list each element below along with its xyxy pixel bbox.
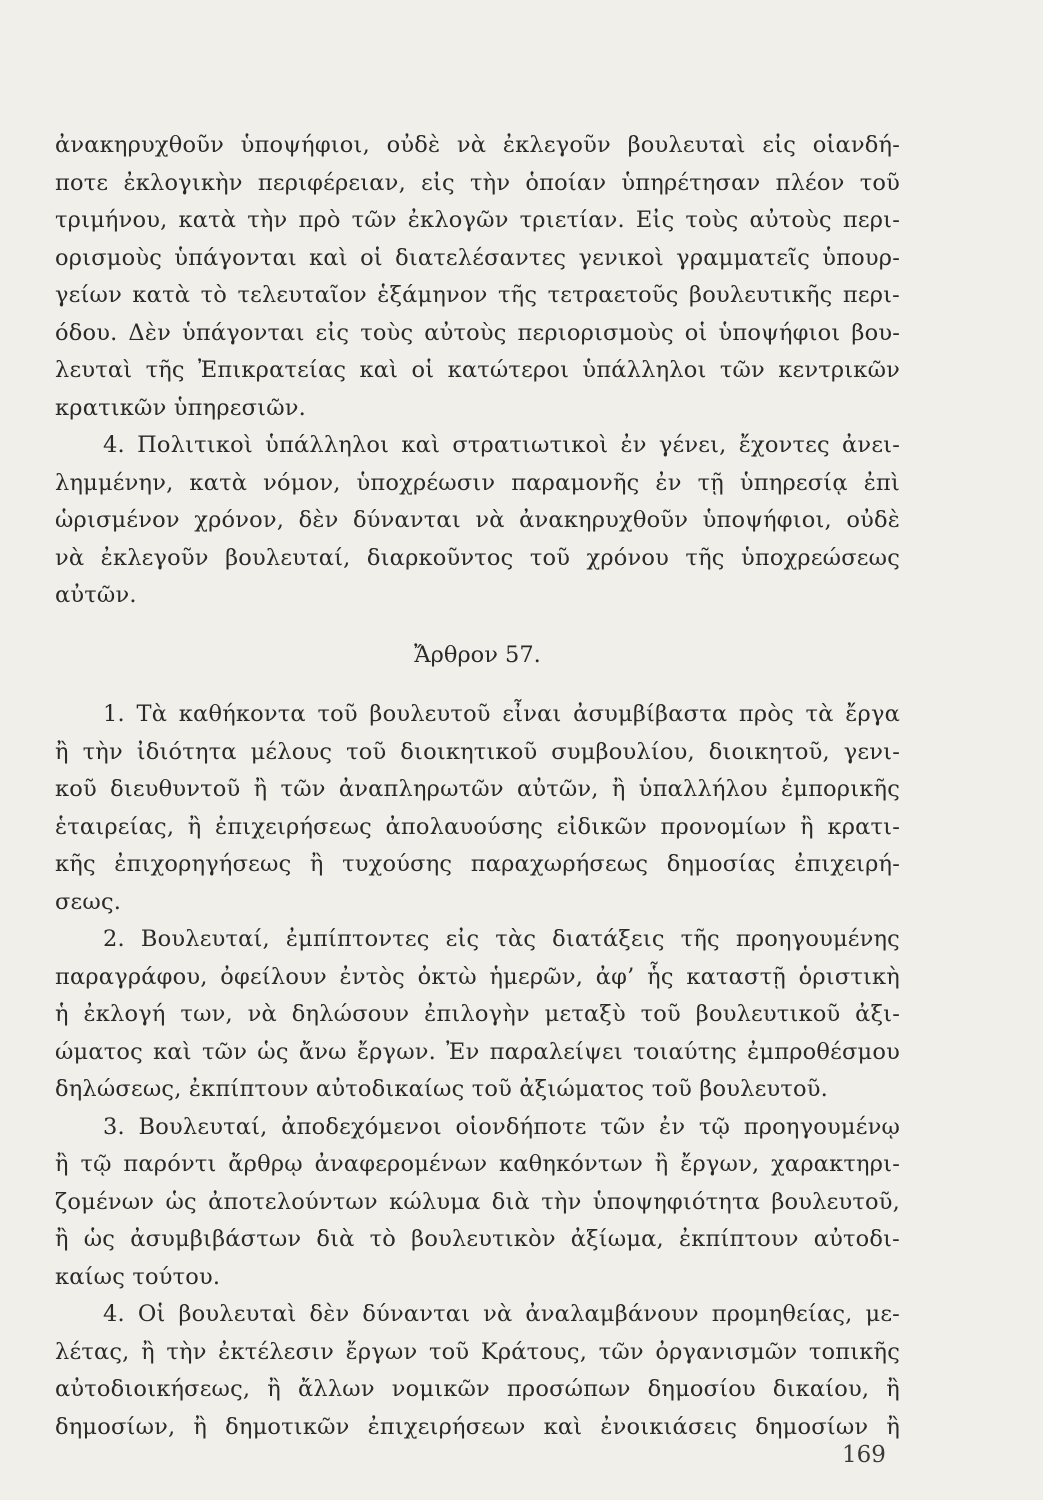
paragraph-4-previous-article <box>55 427 900 615</box>
text-line: λευταὶ τῆς Ἐπικρατείας καὶ οἱ κατώτεροι ὑπάλληλοι τῶν κεντρικῶν <box>55 357 900 383</box>
text-line: ὡρισμένον χρόνον, δὲν δύνανται νὰ ἀνακηρυχθοῦν ὑποψήφιοι, οὐδὲ <box>55 507 900 533</box>
paragraph-4 <box>55 1296 900 1446</box>
paragraph-2 <box>55 921 900 1109</box>
text-line: ἡ ἐκλογή των, νὰ δηλώσουν ἐπιλογὴν μεταξὺ τοῦ βουλευτικοῦ ἀξι- <box>55 1001 900 1027</box>
page-body <box>55 127 900 1446</box>
text-line: ποτε ἐκλογικὴν περιφέρειαν, εἰς τὴν ὁποίαν ὑπηρέτησαν πλέον τοῦ <box>55 169 900 196</box>
text-line: ἢ τῷ παρόντι ἄρθρῳ ἀναφερομένων καθηκόντων ἢ ἔργων, χαρακτηρι- <box>55 1151 900 1177</box>
paragraph-3 <box>55 1109 900 1297</box>
paragraph-1 <box>55 696 900 921</box>
text-line: κῆς ἐπιχορηγήσεως ἢ τυχούσης παραχωρήσεως δημοσίας ἐπιχειρή- <box>55 851 900 877</box>
text-line: 4. Οἱ βουλευταὶ δὲν δύνανται νὰ ἀναλαμβάνουν προμηθείας, με- <box>103 1301 900 1327</box>
text-line: ἢ ὡς ἀσυμβιβάστων διὰ τὸ βουλευτικὸν ἀξίωμα, ἐκπίπτουν αὐτοδι- <box>55 1226 900 1252</box>
text-line: 3. Βουλευταί, ἀποδεχόμενοι οἱονδήποτε τῶν ἐν τῷ προηγουμένῳ <box>103 1113 900 1140</box>
text-line: ἀνακηρυχθοῦν ὑποψήφιοι, οὐδὲ νὰ ἐκλεγοῦν βουλευταὶ εἰς οἱανδή- <box>55 132 900 158</box>
text-line: όδου. Δὲν ὑπάγονται εἰς τοὺς αὐτοὺς περιορισμοὺς οἱ ὑποψήφιοι βου- <box>55 319 900 346</box>
text-line: ζομένων ὡς ἀποτελούντων κώλυμα διὰ τὴν ὑποψηφιότητα βουλευτοῦ, <box>55 1188 900 1215</box>
text-line: 1. Τὰ καθήκοντα τοῦ βουλευτοῦ εἶναι ἀσυμβίβαστα πρὸς τὰ ἔργα <box>103 701 900 727</box>
text-line: 2. Βουλευταί, ἐμπίπτοντες εἰς τὰς διατάξεις τῆς προηγουμένης <box>103 926 900 952</box>
text-line: αὐτοδιοικήσεως, ἢ ἄλλων νομικῶν προσώπων δημοσίου δικαίου, ἢ <box>55 1376 900 1402</box>
text-line: κρατικῶν ὑπηρεσιῶν. <box>55 394 306 421</box>
text-line: τριμήνου, κατὰ τὴν πρὸ τῶν ἐκλογῶν τριετίαν. Εἰς τοὺς αὐτοὺς περι- <box>55 207 900 233</box>
text-line: δηλώσεως, ἐκπίπτουν αὐτοδικαίως τοῦ ἀξιώματος τοῦ βουλευτοῦ. <box>55 1076 828 1102</box>
text-line: ἢ τὴν ἰδιότητα μέλους τοῦ διοικητικοῦ συμβουλίου, διοικητοῦ, γενι- <box>55 738 900 765</box>
text-line: λέτας, ἢ τὴν ἐκτέλεσιν ἔργων τοῦ Κράτους, τῶν ὀργανισμῶν τοπικῆς <box>55 1338 900 1365</box>
page-number: 169 <box>842 1442 886 1468</box>
paragraph-continuation <box>55 127 900 427</box>
text-line: λημμένην, κατὰ νόμον, ὑποχρέωσιν παραμονῆς ἐν τῇ ὑπηρεσίᾳ ἐπὶ <box>55 469 900 496</box>
text-line: ορισμοὺς ὑπάγονται καὶ οἱ διατελέσαντες γενικοὶ γραμματεῖς ὑπουρ- <box>55 244 900 271</box>
text-line: παραγράφου, ὀφείλουν ἐντὸς ὀκτὼ ἡμερῶν, ἀφ’ ἧς καταστῇ ὁριστικὴ <box>55 963 900 990</box>
text-line: κοῦ διευθυντοῦ ἢ τῶν ἀναπληρωτῶν αὐτῶν, ἢ ὑπαλλήλου ἐμπορικῆς <box>55 776 900 802</box>
text-line: γείων κατὰ τὸ τελευταῖον ἑξάμηνον τῆς τετραετοῦς βουλευτικῆς περι- <box>55 282 900 308</box>
text-line: ώματος καὶ τῶν ὡς ἄνω ἔργων. Ἐν παραλείψει τοιαύτης ἐμπροθέσμου <box>55 1038 900 1065</box>
text-line: δημοσίων, ἢ δημοτικῶν ἐπιχειρήσεων καὶ ἐνοικιάσεις δημοσίων ἢ <box>55 1413 900 1440</box>
article-heading: Ἄρθρον 57. <box>414 641 541 668</box>
text-line: καίως τούτου. <box>55 1263 221 1290</box>
text-line: 4. Πολιτικοὶ ὑπάλληλοι καὶ στρατιωτικοὶ ἐν γένει, ἔχοντες ἀνει- <box>103 432 900 458</box>
text-line: αὐτῶν. <box>55 582 137 608</box>
text-line: ἑταιρείας, ἢ ἐπιχειρήσεως ἀπολαυούσης εἰδικῶν προνομίων ἢ κρατι- <box>55 813 900 840</box>
text-line: νὰ ἐκλεγοῦν βουλευταί, διαρκοῦντος τοῦ χρόνου τῆς ὑποχρεώσεως <box>55 544 900 571</box>
text-line: σεως. <box>55 888 122 915</box>
